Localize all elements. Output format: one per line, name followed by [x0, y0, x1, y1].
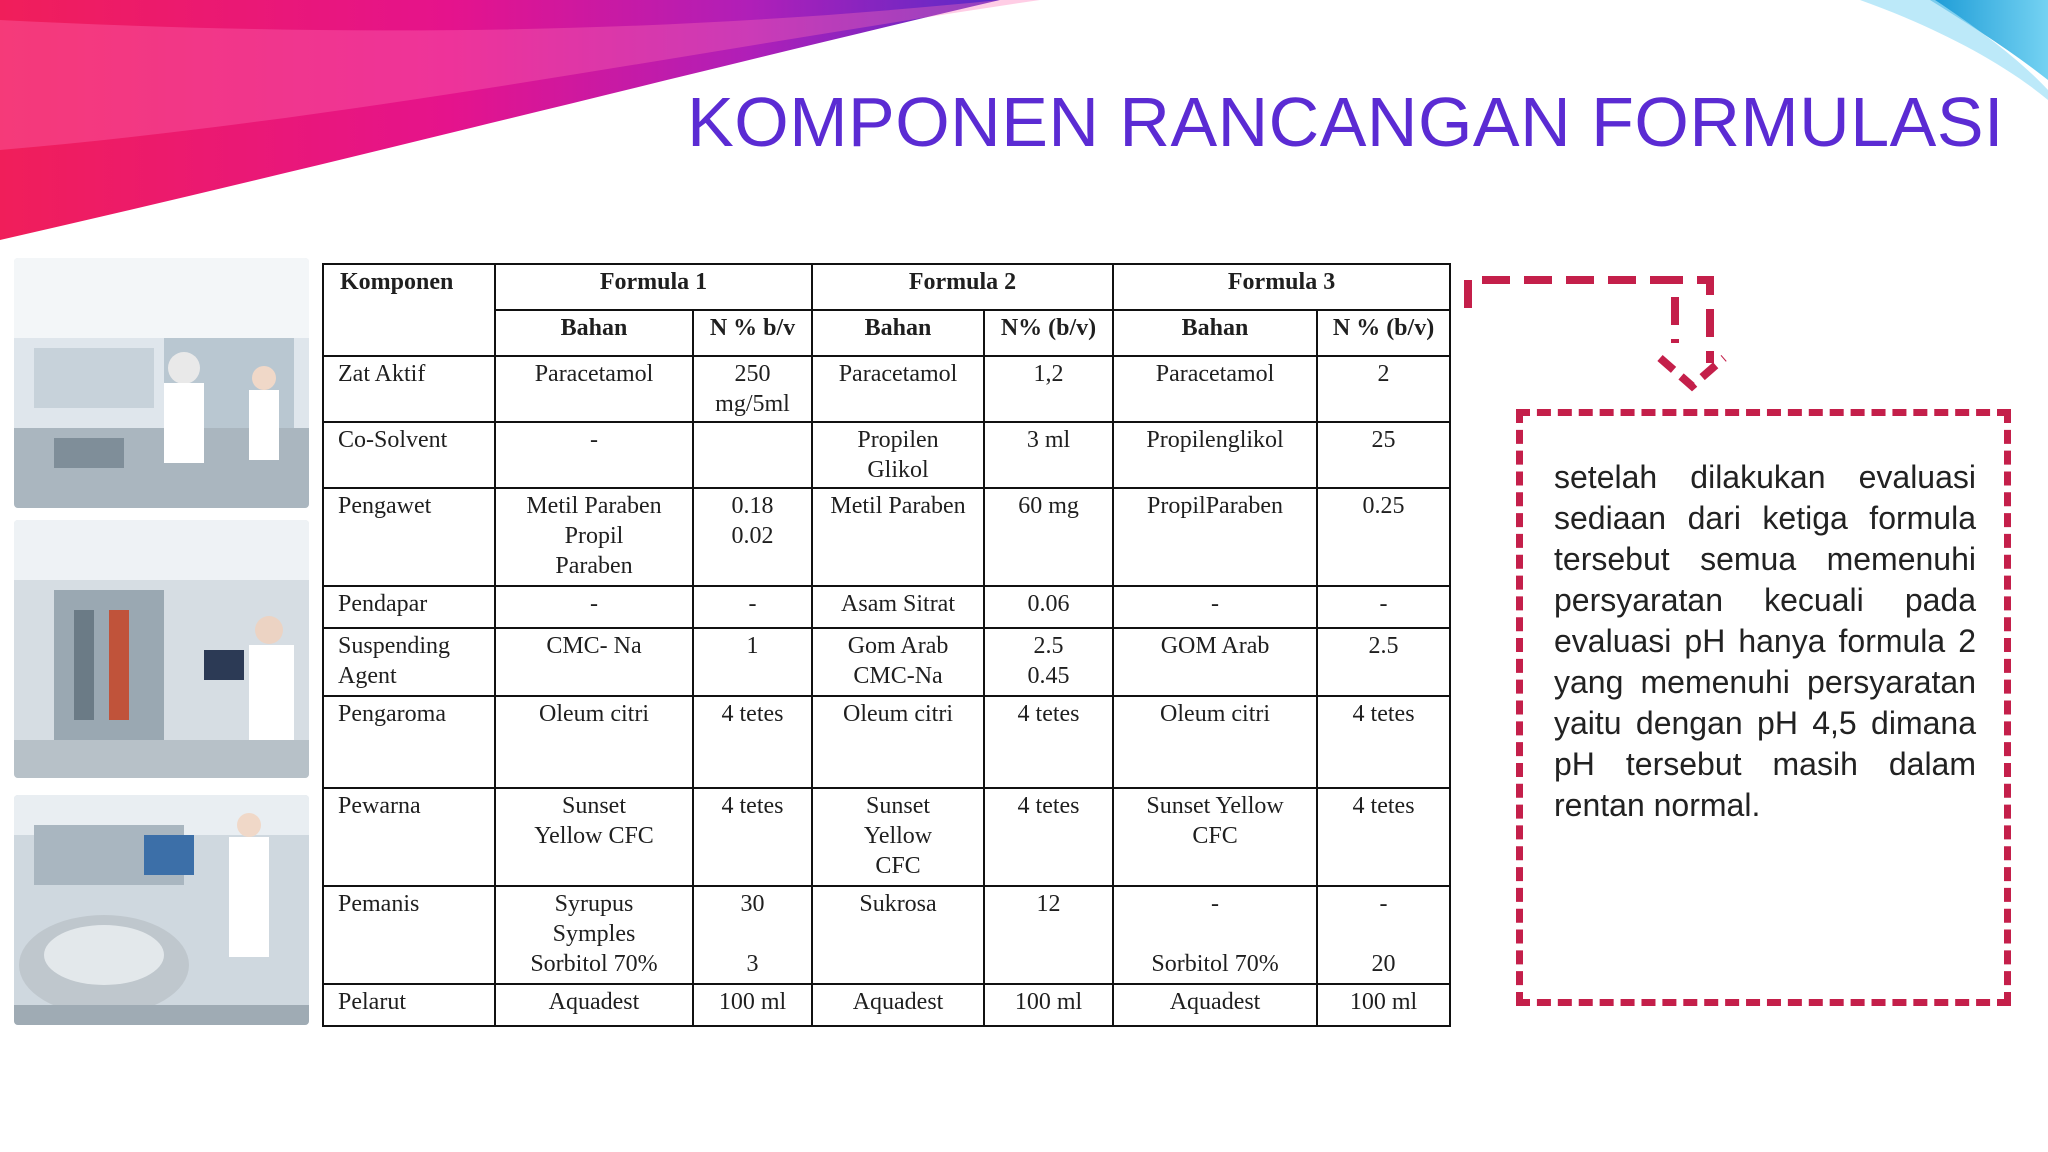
cell-line: Sunset Yellow — [1146, 793, 1284, 819]
header-f3-n: N % (b/v) — [1317, 310, 1450, 356]
header-f2-n: N% (b/v) — [984, 310, 1113, 356]
cell-f3-n — [1317, 586, 1450, 628]
laboratory-equipment-photo-icon — [14, 520, 309, 778]
cell-f3-n — [1317, 488, 1450, 586]
table-row — [323, 984, 1450, 1026]
cell-line: 4 tetes — [1352, 701, 1415, 727]
formula-table — [322, 263, 1451, 1027]
cell-line: 4 tetes — [721, 701, 784, 727]
header-f1-n: N % b/v — [693, 310, 812, 356]
cell-line: Paraben — [555, 553, 633, 579]
cell-f1-bahan — [495, 696, 693, 788]
cell-f2-bahan — [812, 886, 984, 984]
cell-line: Propil — [564, 523, 624, 549]
cell-komponen: Zat Aktif — [323, 356, 495, 422]
cell-line: Paracetamol — [1155, 361, 1275, 387]
cell-line: CFC — [875, 853, 921, 879]
cell-f2-bahan — [812, 696, 984, 788]
cell-line: 3 — [746, 951, 759, 977]
cell-komponen: Pewarna — [323, 788, 495, 886]
cell-line: 0.25 — [1362, 493, 1405, 519]
cell-line: 4 tetes — [1352, 793, 1415, 819]
cell-line: 4 tetes — [1017, 793, 1080, 819]
table-body — [323, 356, 1450, 1026]
cell-f2-n — [984, 488, 1113, 586]
cell-line: mg/5ml — [715, 391, 790, 417]
cell-line: 12 — [1036, 891, 1061, 917]
pharmaceutical-plant-photo-icon — [14, 795, 309, 1025]
cell-line: 4 tetes — [721, 793, 784, 819]
cell-line: Oleum citri — [843, 701, 953, 727]
cell-f2-n — [984, 886, 1113, 984]
cell-line: Sorbitol 70% — [530, 951, 658, 977]
cell-komponen: Pendapar — [323, 586, 495, 628]
cell-line: PropilParaben — [1147, 493, 1284, 519]
cell-line: 100 ml — [1014, 989, 1083, 1015]
cell-line: - — [590, 427, 598, 453]
cell-line: GOM Arab — [1160, 633, 1270, 659]
cell-f3-n — [1317, 696, 1450, 788]
dashed-arrow-icon — [1460, 268, 1730, 398]
cell-f1-n — [693, 886, 812, 984]
cell-line: CMC- Na — [546, 633, 642, 659]
cell-f3-bahan — [1113, 586, 1317, 628]
cell-line: 25 — [1371, 427, 1396, 453]
cell-line: Oleum citri — [1160, 701, 1271, 727]
cell-line: 2 — [1377, 361, 1390, 387]
header-komponen: Komponen — [323, 264, 495, 356]
cell-line — [1120, 919, 1310, 949]
cell-f3-bahan — [1113, 696, 1317, 788]
cell-f3-bahan — [1113, 984, 1317, 1026]
cell-f1-bahan — [495, 984, 693, 1026]
cell-line: Gom Arab — [847, 633, 949, 659]
cell-line: Sunset — [866, 793, 931, 819]
cell-komponen: Pengawet — [323, 488, 495, 586]
header-formula-2: Formula 2 — [812, 264, 1113, 310]
cell-f3-bahan — [1113, 788, 1317, 886]
cell-f2-bahan — [812, 628, 984, 696]
cell-line: 250 — [734, 361, 771, 387]
cell-line: Aquadest — [852, 989, 944, 1015]
cell-f3-n — [1317, 788, 1450, 886]
slide-title: KOMPONEN RANCANGAN FORMULASI — [687, 83, 2004, 161]
cell-f1-bahan — [495, 628, 693, 696]
cell-line: 30 — [740, 891, 765, 917]
cell-line: - — [590, 591, 598, 617]
cell-line: Propilen — [857, 427, 939, 453]
cell-f2-bahan — [812, 488, 984, 586]
cell-line: Yellow — [863, 823, 933, 849]
header-formula-1: Formula 1 — [495, 264, 812, 310]
cell-line: Asam Sitrat — [841, 591, 956, 617]
cell-f1-n — [693, 984, 812, 1026]
cell-f1-bahan — [495, 788, 693, 886]
cell-f2-n — [984, 356, 1113, 422]
cell-line: 3 ml — [1026, 427, 1071, 453]
cell-f2-n — [984, 422, 1113, 488]
cell-line: Metil Paraben — [526, 493, 662, 519]
cell-f2-n — [984, 788, 1113, 886]
cell-line: Metil Paraben — [830, 493, 966, 519]
cell-komponen: Pelarut — [323, 984, 495, 1026]
cell-line: Oleum citri — [539, 701, 649, 727]
cell-line: - — [1379, 891, 1388, 917]
cell-f1-n — [693, 788, 812, 886]
cell-line: - — [1379, 591, 1388, 617]
cell-line: CFC — [1192, 823, 1238, 849]
cell-line: Yellow CFC — [534, 823, 654, 849]
cell-line: 0.18 — [731, 493, 774, 519]
cell-line: 0.06 — [1027, 591, 1070, 617]
cell-f1-bahan — [495, 886, 693, 984]
cell-f3-bahan — [1113, 886, 1317, 984]
cell-line — [700, 919, 805, 949]
cell-f3-bahan — [1113, 422, 1317, 488]
header-f2-bahan: Bahan — [812, 310, 984, 356]
cell-f2-bahan — [812, 984, 984, 1026]
cell-komponen: Pengaroma — [323, 696, 495, 788]
cell-f3-n — [1317, 628, 1450, 696]
header-f1-bahan: Bahan — [495, 310, 693, 356]
cell-f2-n — [984, 586, 1113, 628]
cell-f3-n — [1317, 422, 1450, 488]
table-row — [323, 886, 1450, 984]
cell-f1-bahan — [495, 422, 693, 488]
cell-line: 2.5 — [1368, 633, 1399, 659]
table-row — [323, 488, 1450, 586]
cell-f3-bahan — [1113, 356, 1317, 422]
header-f3-bahan: Bahan — [1113, 310, 1317, 356]
cell-line: Symples — [552, 921, 636, 947]
cell-line: 100 ml — [1349, 989, 1418, 1015]
cell-line: 1,2 — [1033, 361, 1064, 387]
cell-komponen: Pemanis — [323, 886, 495, 984]
cell-f3-n — [1317, 356, 1450, 422]
cell-line: Propilenglikol — [1146, 427, 1284, 453]
cell-line: Sukrosa — [859, 891, 937, 917]
table-row — [323, 696, 1450, 788]
table-row — [323, 356, 1450, 422]
cell-line: Glikol — [867, 457, 929, 483]
cell-line: - — [748, 591, 757, 617]
cell-f3-bahan — [1113, 628, 1317, 696]
cell-komponen: Co-Solvent — [323, 422, 495, 488]
table-row — [323, 422, 1450, 488]
cell-line: Aquadest — [1169, 989, 1261, 1015]
cell-line: - — [1211, 591, 1220, 617]
table-header-row — [323, 264, 1450, 310]
cell-f3-n — [1317, 984, 1450, 1026]
cell-f1-bahan — [495, 488, 693, 586]
cell-line: 20 — [1371, 951, 1396, 977]
cell-f1-n — [693, 488, 812, 586]
cell-f1-n — [693, 628, 812, 696]
cell-line: Syrupus — [554, 891, 634, 917]
cell-line: Paracetamol — [838, 361, 958, 387]
cell-line: 2.5 — [1033, 633, 1064, 659]
cell-komponen: Suspending Agent — [323, 628, 495, 696]
cell-line: 0.45 — [1027, 663, 1070, 689]
cell-f1-bahan — [495, 586, 693, 628]
cell-line: Paracetamol — [534, 361, 654, 387]
cell-f1-n — [693, 586, 812, 628]
cell-line: Sorbitol 70% — [1151, 951, 1279, 977]
conclusion-text: setelah dilakukan evaluasi sediaan dari ketiga formula tersebut semua memenuhi persyaratan kecuali pada evaluasi pH hanya formula 2 yang memenuhi persyaratan yaitu dengan pH 4,5 dimana pH tersebut masih dalam rentan normal. — [1554, 459, 1976, 823]
cell-f1-n — [693, 356, 812, 422]
cell-f2-bahan — [812, 356, 984, 422]
table-row — [323, 628, 1450, 696]
cell-f2-bahan — [812, 422, 984, 488]
formula-table-container — [322, 263, 1449, 1027]
table-row — [323, 788, 1450, 886]
cell-f2-bahan — [812, 788, 984, 886]
cell-f2-n — [984, 696, 1113, 788]
laboratory-photo-icon — [14, 258, 309, 508]
cell-f2-n — [984, 628, 1113, 696]
cell-line — [1324, 919, 1443, 949]
cell-line: 1 — [746, 633, 759, 659]
cell-f3-bahan — [1113, 488, 1317, 586]
cell-line — [700, 425, 805, 455]
header-formula-3: Formula 3 — [1113, 264, 1450, 310]
cell-line: - — [1211, 891, 1220, 917]
table-row — [323, 586, 1450, 628]
cell-line: CMC-Na — [853, 663, 943, 689]
cell-f1-n — [693, 696, 812, 788]
cell-line: 0.02 — [731, 523, 774, 549]
cell-line: 60 mg — [1018, 493, 1079, 519]
cell-line: Aquadest — [548, 989, 640, 1015]
cell-f2-bahan — [812, 586, 984, 628]
cell-line: 100 ml — [718, 989, 787, 1015]
cell-line: Sunset — [561, 793, 626, 819]
cell-f2-n — [984, 984, 1113, 1026]
cell-line: 4 tetes — [1017, 701, 1080, 727]
cell-f1-bahan — [495, 356, 693, 422]
cell-f3-n — [1317, 886, 1450, 984]
cell-f1-n — [693, 422, 812, 488]
